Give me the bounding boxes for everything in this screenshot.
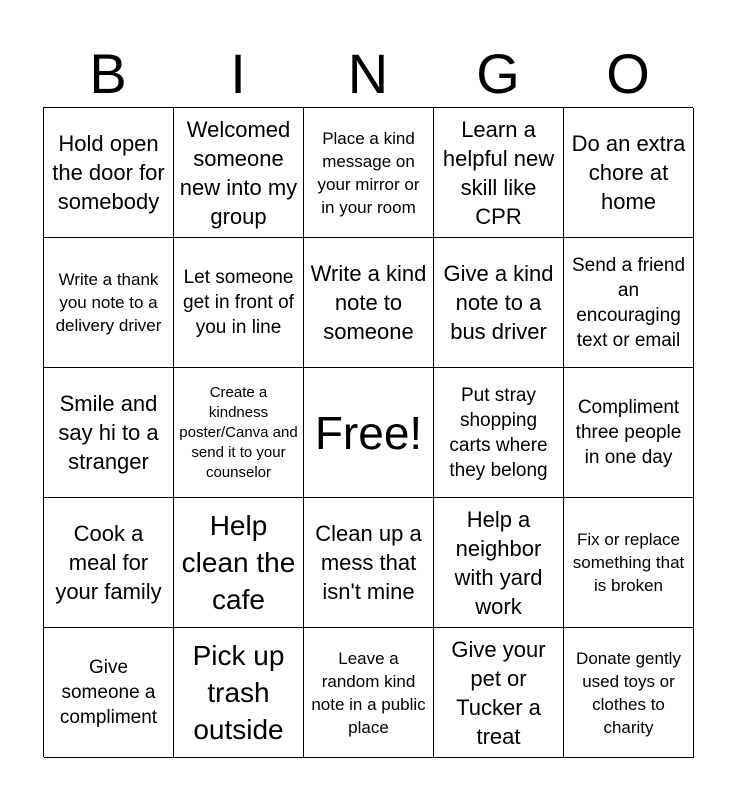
bingo-cell[interactable] (434, 108, 564, 238)
free-space[interactable] (304, 368, 434, 498)
cell-text: Fix or replace something that is broken (572, 530, 685, 595)
bingo-cell[interactable] (434, 368, 564, 498)
cell-text: Help a neighbor with yard work (454, 506, 543, 619)
bingo-cell[interactable] (44, 628, 174, 758)
header-letter-n: N (347, 42, 389, 105)
bingo-cell[interactable] (174, 238, 304, 368)
cell-text: Create a kindness poster/Canva and send it to your counselor (179, 383, 298, 481)
cell-text: Write a thank you note to a delivery driver (55, 270, 162, 335)
cell-text: Give a kind note to a bus driver (443, 261, 554, 344)
cell-text: Give your pet or Tucker a treat (451, 636, 546, 749)
cell-text: Leave a random kind note in a public place (311, 648, 426, 737)
free-space-text: Free! (314, 406, 423, 459)
bingo-header (43, 40, 693, 108)
bingo-cell[interactable] (564, 628, 694, 758)
bingo-cell[interactable] (564, 238, 694, 368)
cell-text: Donate gently used toys or clothes to charity (576, 648, 681, 737)
cell-text: Cook a meal for your family (55, 521, 162, 604)
bingo-cell[interactable] (304, 498, 434, 628)
cell-text: Let someone get in front of you in line (183, 267, 294, 338)
header-letter-o: O (606, 42, 650, 105)
bingo-cell[interactable] (304, 628, 434, 758)
bingo-cell[interactable] (304, 238, 434, 368)
bingo-cell[interactable] (434, 498, 564, 628)
bingo-board (43, 107, 693, 757)
cell-text: Help clean the cafe (181, 510, 296, 615)
bingo-cell[interactable] (434, 628, 564, 758)
cell-text: Hold open the door for somebody (52, 131, 165, 214)
cell-text: Clean up a mess that isn't mine (315, 521, 422, 604)
bingo-cell[interactable] (174, 498, 304, 628)
bingo-cell[interactable] (44, 238, 174, 368)
bingo-cell[interactable] (564, 108, 694, 238)
cell-text: Welcomed someone new into my group (179, 116, 298, 229)
bingo-cell[interactable] (434, 238, 564, 368)
bingo-cell[interactable] (44, 108, 174, 238)
cell-text: Smile and say hi to a stranger (58, 391, 159, 474)
header-letter-b: B (89, 42, 127, 105)
bingo-cell[interactable] (174, 368, 304, 498)
cell-text: Write a kind note to someone (310, 261, 427, 344)
bingo-cell[interactable] (44, 368, 174, 498)
bingo-cell[interactable] (174, 108, 304, 238)
header-letter-i: I (230, 42, 246, 105)
cell-text: Do an extra chore at home (571, 131, 686, 214)
cell-text: Give someone a compliment (59, 657, 158, 728)
bingo-cell[interactable] (564, 498, 694, 628)
cell-text: Compliment three people in one day (575, 397, 682, 468)
cell-text: Put stray shopping carts where they belong (449, 384, 548, 481)
cell-text: Pick up trash outside (192, 640, 285, 745)
cell-text: Place a kind message on your mirror or in your room (317, 128, 420, 217)
bingo-cell[interactable] (174, 628, 304, 758)
cell-text: Send a friend an encouraging text or email (571, 254, 686, 351)
bingo-cell[interactable] (44, 498, 174, 628)
cell-text: Learn a helpful new skill like CPR (442, 116, 555, 229)
header-letter-g: G (476, 42, 520, 105)
bingo-cell[interactable] (564, 368, 694, 498)
bingo-cell[interactable] (304, 108, 434, 238)
